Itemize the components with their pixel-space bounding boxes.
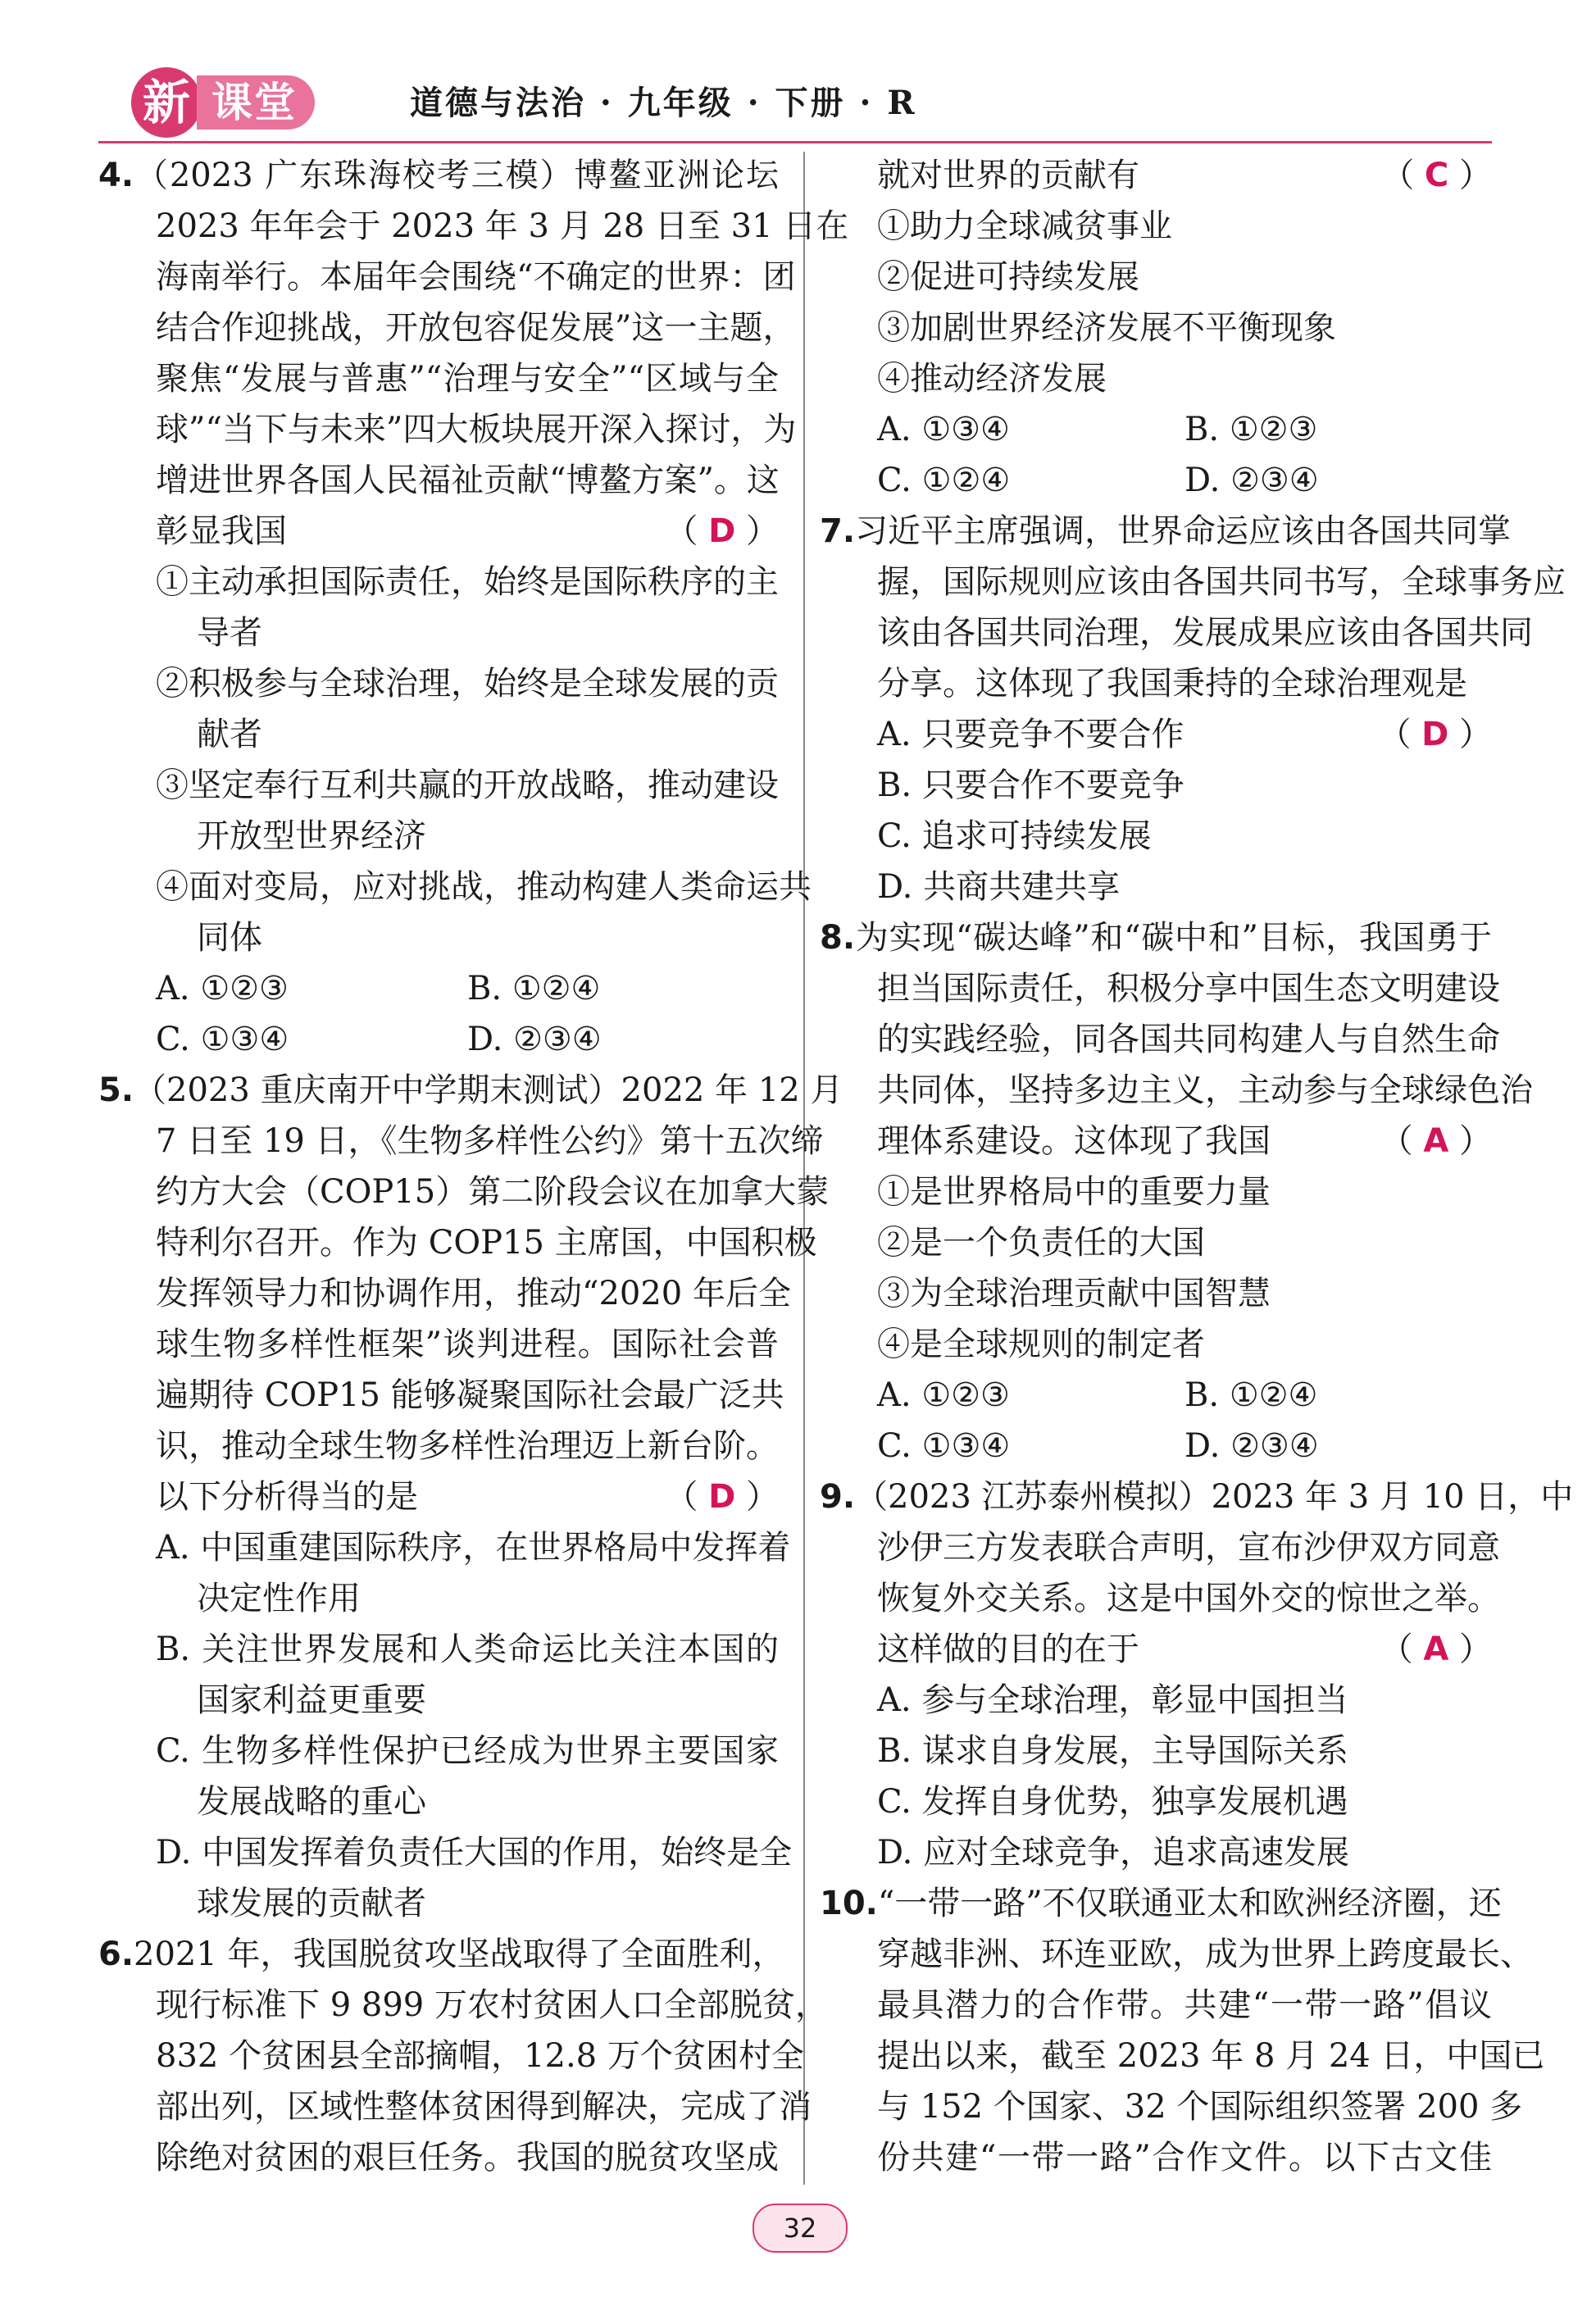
question-line: 与 152 个国家、32 个国际组织签署 200 多 xyxy=(877,2088,1523,2126)
logo-text: 课堂 xyxy=(197,75,315,130)
question-line: 增进世界各国人民福祉贡献“博鳌方案”。这 xyxy=(156,462,780,499)
question-line: 提出以来，截至 2023 年 8 月 24 日，中国已 xyxy=(877,2037,1545,2075)
question-number: 5. xyxy=(98,1071,134,1109)
option-c: C. ①③④ xyxy=(156,1021,289,1058)
question-line: 沙伊三方发表联合声明，宣布沙伊双方同意 xyxy=(877,1529,1500,1567)
question-line: 6.2021 年，我国脱贫攻坚战取得了全面胜利， xyxy=(98,1929,779,1980)
statement-item: ④面对变局，应对挑战，推动构建人类命运共 xyxy=(156,868,812,906)
choice-item: B. 谋求自身发展，主导国际关系 xyxy=(877,1732,1348,1770)
statement-item-cont: 开放型世界经济 xyxy=(197,817,426,855)
choice-item: A. 参与全球治理，彰显中国担当 xyxy=(877,1681,1348,1719)
header-divider xyxy=(98,141,1492,143)
question-line: 理体系建设。这体现了我国 （ A ） xyxy=(820,1116,1492,1167)
question-number: 8. xyxy=(820,919,856,957)
question-line: 穿越非洲、环连亚欧，成为世界上跨度最长、 xyxy=(877,1935,1533,1973)
option-a: A. ①②③ xyxy=(877,1376,1010,1414)
question-line: 这样做的目的在于 （ A ） xyxy=(820,1624,1492,1675)
option-c: C. ①③④ xyxy=(877,1427,1011,1465)
choice-item: C. 发挥自身优势，独享发展机遇 xyxy=(877,1783,1348,1821)
question-line: 该由各国共同治理，发展成果应该由各国共同 xyxy=(877,614,1533,652)
question-line: 特利尔召开。作为 COP15 主席国，中国积极 xyxy=(156,1224,817,1262)
answer-mark: （ A ） xyxy=(1380,1122,1492,1160)
question-10 xyxy=(820,1878,1545,2183)
choice-item: A. 只要竞争不要合作 xyxy=(877,716,1184,753)
question-line: 现行标准下 9 899 万农村贫困人口全部脱贫， xyxy=(156,1986,828,2024)
question-5 xyxy=(98,1065,843,1929)
answer-mark: （ D ） xyxy=(1378,716,1492,753)
statement-item: ④推动经济发展 xyxy=(877,360,1107,398)
statement-item: ③坚定奉行互利共赢的开放战略，推动建设 xyxy=(156,766,779,804)
question-9 xyxy=(820,1471,1574,1878)
statement-item-cont: 献者 xyxy=(197,716,262,753)
question-number: 9. xyxy=(820,1478,856,1516)
statement-item: ②是一个负责任的大国 xyxy=(877,1224,1205,1262)
choice-item: A. 中国重建国际秩序，在世界格局中发挥着 xyxy=(156,1529,791,1567)
question-line: 份共建“一带一路”合作文件。以下古文佳 xyxy=(877,2139,1492,2176)
question-line: 识，推动全球生物多样性治理迈上新台阶。 xyxy=(156,1427,779,1465)
question-line: 的实践经验，同各国共同构建人与自然生命 xyxy=(877,1021,1500,1058)
choice-item: B. 只要合作不要竞争 xyxy=(877,766,1184,804)
question-number: 6. xyxy=(98,1935,134,1973)
statement-item: ④是全球规则的制定者 xyxy=(877,1326,1205,1363)
question-8 xyxy=(820,912,1533,1471)
subject-title: 道德与法治 · 九年级 · 下册 · R xyxy=(410,84,917,122)
question-line: 5.（2023 重庆南开中学期末测试）2022 年 12 月 xyxy=(98,1065,779,1116)
answer-mark: （ A ） xyxy=(1380,1631,1492,1668)
question-number: 4. xyxy=(98,157,134,194)
question-line: 7.习近平主席强调，世界命运应该由各国共同掌 xyxy=(820,506,1492,557)
option-d: D. ②③④ xyxy=(467,1021,602,1058)
choice-item: D. 应对全球竞争，追求高速发展 xyxy=(877,1834,1350,1872)
answer-mark: （ C ） xyxy=(1381,157,1492,194)
question-line: 约方大会（COP15）第二阶段会议在加拿大蒙 xyxy=(156,1173,830,1211)
question-line: 除绝对贫困的艰巨任务。我国的脱贫攻坚成 xyxy=(156,2139,779,2176)
question-line: 恢复外交关系。这是中国外交的惊世之举。 xyxy=(877,1580,1500,1617)
statement-item: ③为全球治理贡献中国智慧 xyxy=(877,1275,1271,1312)
answer-options xyxy=(820,1370,1492,1421)
choice-item: C. 生物多样性保护已经成为世界主要国家 xyxy=(156,1732,779,1770)
question-line: 10.“一带一路”不仅联通亚太和欧洲经济圈，还 xyxy=(820,1878,1492,1929)
question-line: 海南举行。本届年会围绕“不确定的世界：团 xyxy=(156,258,796,296)
answer-mark: （ D ） xyxy=(665,512,779,550)
question-line: 结合作迎挑战，开放包容促发展”这一主题， xyxy=(156,309,796,347)
page-number: 32 xyxy=(753,2204,848,2253)
question-line: 以下分析得当的是 （ D ） xyxy=(98,1471,779,1522)
option-d: D. ②③④ xyxy=(1184,462,1319,499)
question-line: 4.（2023 广东珠海校考三模）博鳌亚洲论坛 xyxy=(98,150,779,201)
question-line: 彰显我国 （ D ） xyxy=(98,506,779,557)
choice-item-cont: 决定性作用 xyxy=(197,1580,361,1617)
statement-item: ③加剧世界经济发展不平衡现象 xyxy=(877,309,1336,347)
answer-mark: （ D ） xyxy=(665,1478,779,1516)
choice-item-cont: 球发展的贡献者 xyxy=(197,1885,426,1922)
answer-options xyxy=(820,1421,1492,1471)
brand-logo xyxy=(131,67,402,138)
question-line: 握，国际规则应该由各国共同书写，全球事务应 xyxy=(877,563,1566,601)
statement-item: ②积极参与全球治理，始终是全球发展的贡 xyxy=(156,665,779,703)
question-number: 7. xyxy=(820,512,856,550)
option-b: B. ①②④ xyxy=(1184,1376,1318,1414)
option-a: A. ①②③ xyxy=(156,970,289,1007)
choice-item: B. 关注世界发展和人类命运比关注本国的 xyxy=(156,1631,779,1668)
choice-item-cont: 发展战略的重心 xyxy=(197,1783,426,1821)
choice-item-cont: 国家利益更重要 xyxy=(197,1681,426,1719)
question-6 xyxy=(98,1929,828,2183)
question-line: 就对世界的贡献有 （ C ） xyxy=(820,150,1492,201)
statement-item-cont: 同体 xyxy=(197,919,262,957)
answer-options xyxy=(820,404,1492,455)
statement-item: ①是世界格局中的重要力量 xyxy=(877,1173,1271,1211)
option-d: D. ②③④ xyxy=(1184,1427,1319,1465)
right-column xyxy=(820,150,1574,2183)
answer-options xyxy=(98,1014,779,1065)
question-7 xyxy=(820,506,1566,912)
question-line: 最具潜力的合作带。共建“一带一路”倡议 xyxy=(877,1986,1492,2024)
question-line: 7 日至 19 日，《生物多样性公约》第十五次缔 xyxy=(156,1122,824,1160)
answer-options xyxy=(820,455,1492,506)
option-b: B. ①②③ xyxy=(1184,411,1318,448)
question-line: 球”“当下与未来”四大板块展开深入探讨，为 xyxy=(156,411,797,448)
question-line: 球生物多样性框架”谈判进程。国际社会普 xyxy=(156,1326,779,1363)
choice-item: D. 中国发挥着负责任大国的作用，始终是全 xyxy=(156,1834,793,1872)
choice-item: D. 共商共建共享 xyxy=(877,868,1121,906)
answer-options xyxy=(98,963,779,1014)
question-line: 遍期待 COP15 能够凝聚国际社会最广泛共 xyxy=(156,1376,784,1414)
statement-item-cont: 导者 xyxy=(197,614,262,652)
question-line: 8.为实现“碳达峰”和“碳中和”目标，我国勇于 xyxy=(820,912,1492,963)
question-6-continued xyxy=(820,150,1492,506)
question-line: 分享。这体现了我国秉持的全球治理观是 （ D ） xyxy=(820,658,1492,709)
question-line: 832 个贫困县全部摘帽，12.8 万个贫困村全 xyxy=(156,2037,804,2075)
statement-item: ②促进可持续发展 xyxy=(877,258,1139,296)
page-header xyxy=(98,59,1492,149)
option-b: B. ①②④ xyxy=(467,970,601,1007)
question-line: 共同体，坚持多边主义，主动参与全球绿色治 xyxy=(877,1071,1533,1109)
statement-item: ①主动承担国际责任，始终是国际秩序的主 xyxy=(156,563,779,601)
question-line: 发挥领导力和协调作用，推动“2020 年后全 xyxy=(156,1275,791,1312)
logo-badge: 新 xyxy=(131,67,202,138)
question-line: 聚焦“发展与普惠”“治理与安全”“区域与全 xyxy=(156,360,779,398)
question-line: 担当国际责任，积极分享中国生态文明建设 xyxy=(877,970,1500,1007)
statement-item: ①助力全球减贫事业 xyxy=(877,207,1172,245)
question-line: 2023 年年会于 2023 年 3 月 28 日至 31 日在 xyxy=(156,207,849,245)
question-number: 10. xyxy=(820,1885,878,1922)
question-line: 部出列，区域性整体贫困得到解决，完成了消 xyxy=(156,2088,812,2126)
option-c: C. ①②④ xyxy=(877,462,1011,499)
choice-item: C. 追求可持续发展 xyxy=(877,817,1152,855)
option-a: A. ①③④ xyxy=(877,411,1010,448)
question-line: 9.（2023 江苏泰州模拟）2023 年 3 月 10 日，中 xyxy=(820,1471,1492,1522)
question-4 xyxy=(98,150,849,1065)
